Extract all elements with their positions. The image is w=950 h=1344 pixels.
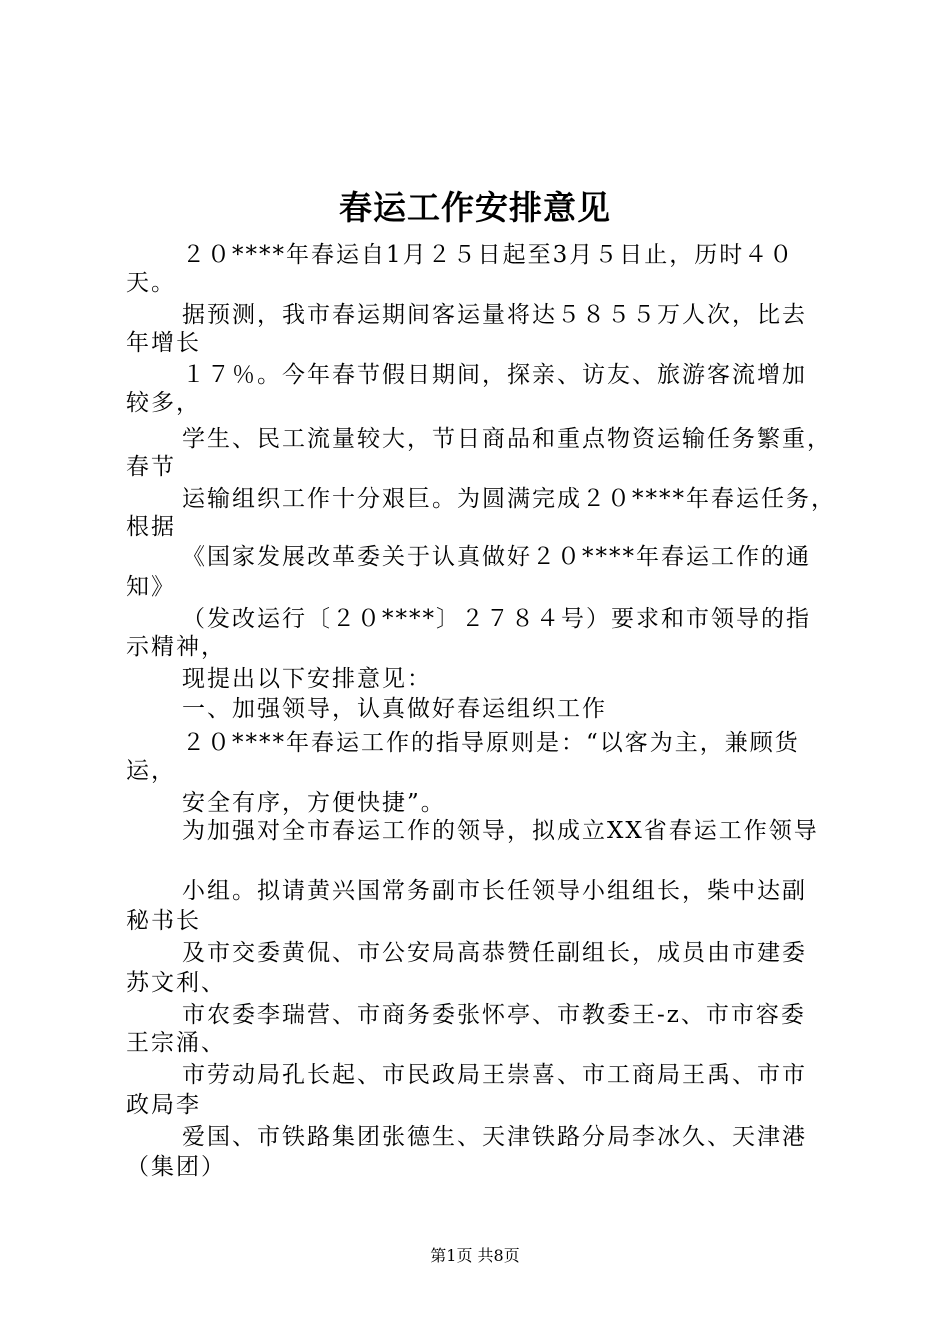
text-line: １７％。今年春节假日期间，探亲、访友、旅游客流增加 [182,362,807,388]
page-footer: 第1页 共8页 [430,1246,520,1265]
text-line: 秘书长 [126,908,201,934]
text-line: （发改运行〔２０****〕２７８４号）要求和市领导的指 [182,606,811,632]
text-line: 现提出以下安排意见： [182,666,432,692]
text-line: 根据 [126,514,176,540]
text-line: 示精神， [126,634,226,660]
text-line: 春节 [126,454,176,480]
text-line: 为加强对全市春运工作的领导，拟成立XX省春运工作领导 [182,818,819,844]
text-line: 安全有序，方便快捷”。 [182,790,446,816]
text-line: 较多， [126,390,201,416]
text-line: 小组。拟请黄兴国常务副市长任领导小组组长，柴中达副 [182,878,807,904]
text-line: 苏文利、 [126,970,226,996]
text-line: 运输组织工作十分艰巨。为圆满完成２０****年春运任务， [182,486,836,512]
text-line: 市农委李瑞营、市商务委张怀亭、市教委王-z、市市容委 [182,1002,806,1028]
text-line: 及市交委黄侃、市公安局高恭赞任副组长，成员由市建委 [182,940,807,966]
text-line: 市劳动局孔长起、市民政局王崇喜、市工商局王禹、市市 [182,1062,807,1088]
text-line: 政局李 [126,1092,201,1118]
section-heading: 一、加强领导，认真做好春运组织工作 [182,696,607,722]
text-line: 王宗涌、 [126,1030,226,1056]
text-line: 年增长 [126,330,201,356]
page-title: 春运工作安排意见 [339,188,611,227]
text-line: 运， [126,758,176,784]
text-line: 据预测，我市春运期间客运量将达５８５５万人次，比去 [182,302,807,328]
text-line: ２０****年春运工作的指导原则是：“以客为主，兼顾货 [182,730,800,756]
text-line: 天。 [126,270,176,296]
text-line: （集团） [126,1154,226,1180]
text-line: 知》 [126,574,176,600]
text-line: 学生、民工流量较大，节日商品和重点物资运输任务繁重， [182,426,832,452]
text-line: 《国家发展改革委关于认真做好２０****年春运工作的通 [182,544,811,570]
text-line: ２０****年春运自1月２５日起至3月５日止，历时４０ [182,242,795,268]
text-line: 爱国、市铁路集团张德生、天津铁路分局李冰久、天津港 [182,1124,807,1150]
